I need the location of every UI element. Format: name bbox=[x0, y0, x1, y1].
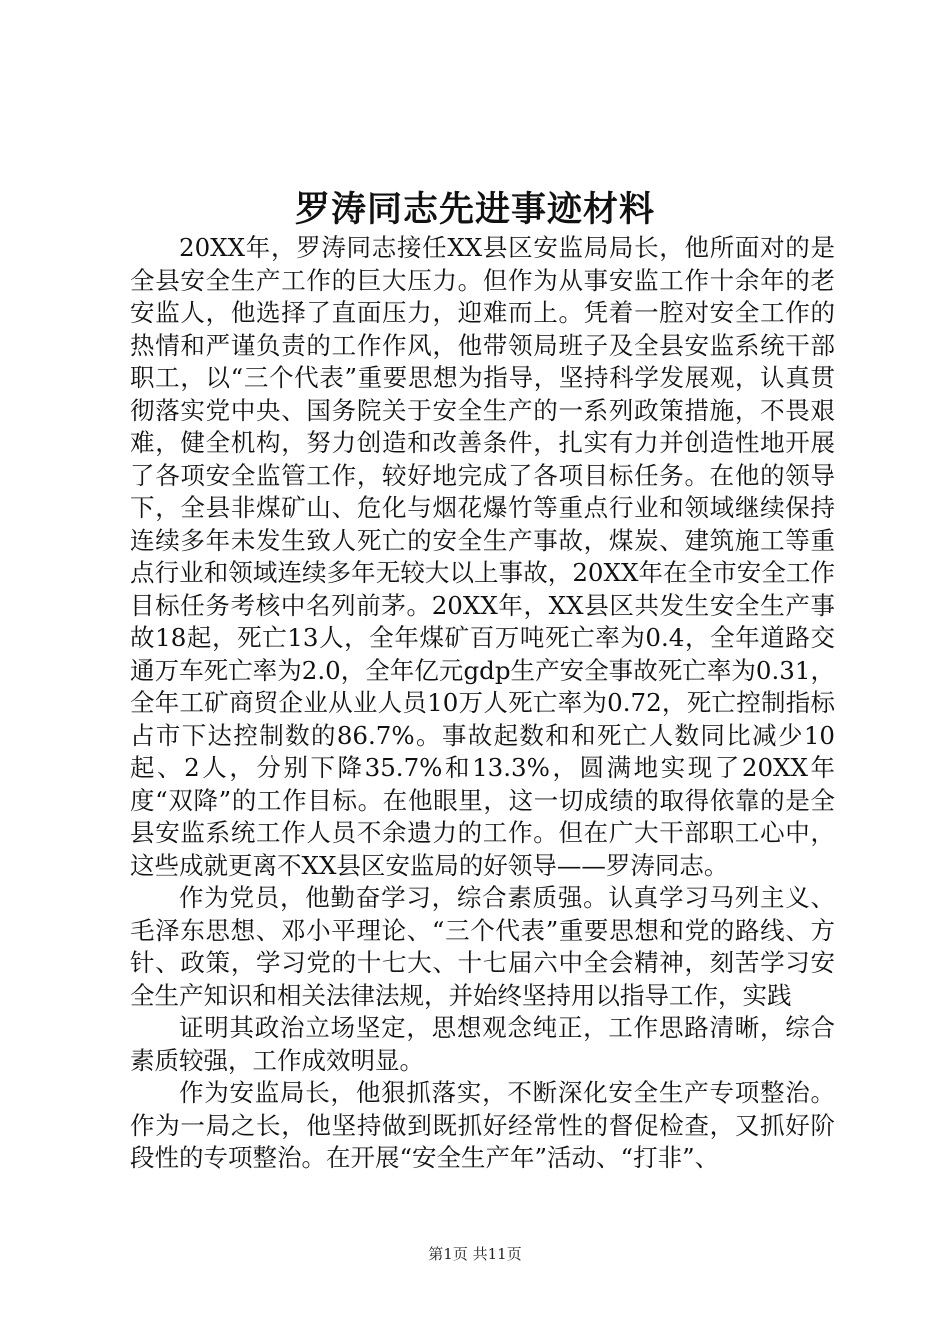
document-body bbox=[130, 232, 835, 1175]
paragraph-leadership: 作为安监局长，他狠抓落实，不断深化安全生产专项整治。作为一局之长，他坚持做到既抓好经常性的督促检查，又抓好阶段性的专项整治。在开展“安全生产年”活动、“打非”、 bbox=[130, 1078, 835, 1172]
paragraph-proof: 证明其政治立场坚定，思想观念纯正，工作思路清晰，综合素质较强，工作成效明显。 bbox=[130, 1013, 835, 1075]
paragraph-intro: 20XX年，罗涛同志接任XX县区安监局局长，他所面对的是全县安全生产工作的巨大压力。但作为从事安监工作十余年的老安监人，他选择了直面压力，迎难而上。凭着一腔对安全工作的热情和严谨负责的工作作风，他带领局班子及全县安监系统干部职工，以“三个代表”重要思想为指导，坚持科学发展观，认真贯彻落实党中央、国务院关于安全生产的一系列政策措施，不畏艰难，健全机构，努力创造和改善条件，扎实有力并创造性地开展了各项安全监管工作，较好地完成了各项目标任务。在他的领导下，全县非煤矿山、危化与烟花爆竹等重点行业和领域继续保持连续多年未发生致人死亡的安全生产事故，煤炭、建筑施工等重点行业和领域连续多年无较大以上事故，20XX年在全市安全工作目标任务考核中名列前茅。20XX年，XX县区共发生安全生产事故18起，死亡13人，全年煤矿百万吨死亡率为0.4，全年道路交通万车死亡率为2.0，全年亿元gdp生产安全事故死亡率为0.31，全年工矿商贸企业从业人员10万人死亡率为0.72，死亡控制指标占市下达控制数的86.7%。事故起数和和死亡人数同比减少10起、2人，分别下降35.7%和13.3%，圆满地实现了20XX年度“双降”的工作目标。在他眼里，这一切成绩的取得依靠的是全县安监系统工作人员不余遗力的工作。但在广大干部职工心中，这些成就更离不XX县区安监局的好领导——罗涛同志。 bbox=[130, 233, 835, 880]
page-footer: 第1页 共11页 bbox=[428, 1245, 522, 1263]
document-title: 罗涛同志先进事迹材料 bbox=[294, 189, 655, 230]
paragraph-study: 作为党员，他勤奋学习，综合素质强。认真学习马列主义、毛泽东思想、邓小平理论、“三个代表”重要思想和党的路线、方针、政策，学习党的十七大、十七届六中全会精神，刻苦学习安全生产知识和相关法律法规，并始终坚持用以指导工作，实践 bbox=[130, 883, 835, 1010]
